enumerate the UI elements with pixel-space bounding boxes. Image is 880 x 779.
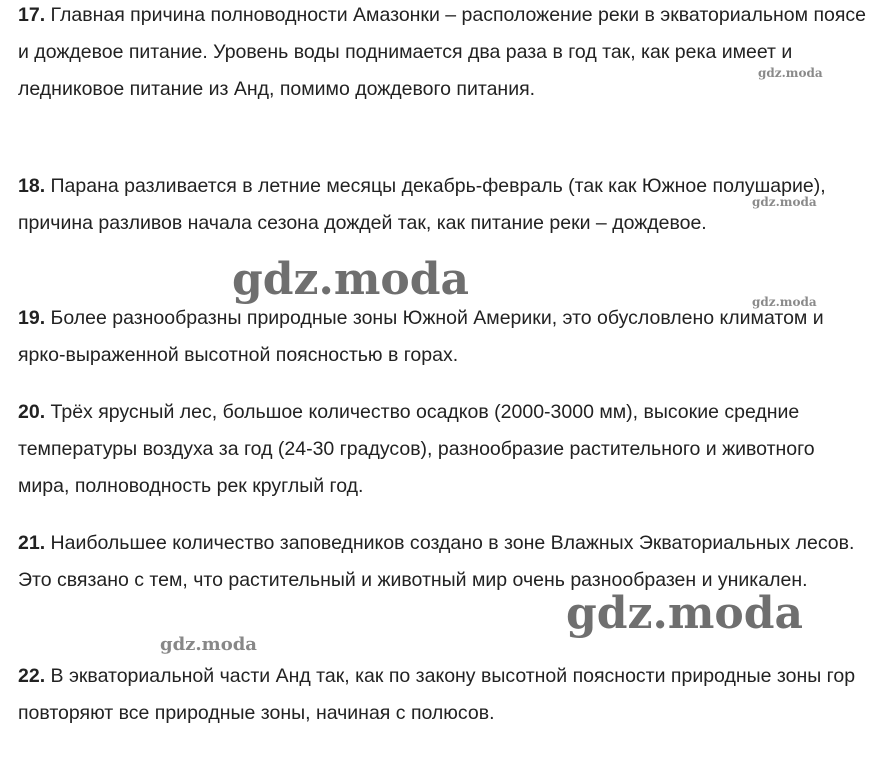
answer-22 [18, 658, 870, 732]
answer-number: 17. [18, 4, 46, 26]
watermark: gdz.moda [758, 66, 823, 80]
answer-17 [18, 0, 870, 108]
answer-text: В экваториальной части Анд так, как по закону высотной поясности природные зоны гор повторяют все природные зоны, начиная с полюсов. [18, 665, 856, 724]
answer-number: 18. [18, 175, 46, 197]
answer-number: 21. [18, 532, 46, 554]
watermark: gdz.moda [160, 634, 257, 655]
watermark: gdz.moda [232, 254, 470, 305]
answer-number: 22. [18, 665, 46, 687]
watermark: gdz.moda [752, 295, 817, 309]
answer-21 [18, 525, 870, 599]
answer-number: 19. [18, 307, 46, 329]
answer-19 [18, 300, 870, 374]
answer-20 [18, 394, 870, 505]
answer-number: 20. [18, 401, 46, 423]
answer-text: Главная причина полноводности Амазонки – расположение реки в экваториальном поясе и дождевое питание. Уровень воды поднимается два раза в год так, как река имеет и ледниковое питание из Анд, помимо дождевого питания. [18, 4, 867, 100]
answer-18 [18, 168, 870, 242]
watermark: gdz.moda [566, 588, 804, 639]
answer-text: Наибольшее количество заповедников создано в зоне Влажных Экваториальных лесов. Это связано с тем, что растительный и животный мир очень разнообразен и уникален. [18, 532, 855, 591]
watermark: gdz.moda [752, 195, 817, 209]
answer-text: Парана разливается в летние месяцы декабрь-февраль (так как Южное полушарие), причина разливов начала сезона дождей так, как питание реки – дождевое. [18, 175, 826, 234]
answer-text: Трёх ярусный лес, большое количество осадков (2000-3000 мм), высокие средние температуры воздуха за год (24-30 градусов), разнообразие растительного и животного мира, полноводность рек круглый год. [18, 401, 815, 497]
answer-text: Более разнообразны природные зоны Южной Америки, это обусловлено климатом и ярко-выраженной высотной поясностью в горах. [18, 307, 824, 366]
